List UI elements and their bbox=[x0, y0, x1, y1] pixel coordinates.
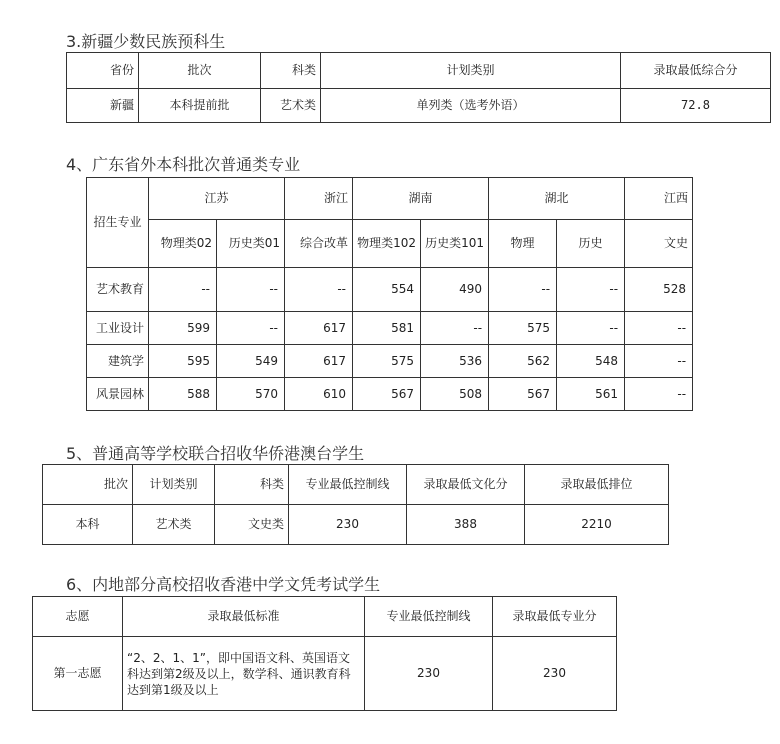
section6-title: 6、内地部分高校招收香港中学文凭考试学生 bbox=[66, 575, 381, 594]
score-cell: 528 bbox=[625, 268, 693, 312]
score-cell: -- bbox=[625, 312, 693, 345]
score-cell: -- bbox=[557, 312, 625, 345]
table-cell: 艺术类 bbox=[133, 505, 215, 545]
table-cell: 单列类（选考外语） bbox=[321, 89, 621, 123]
score-cell: 508 bbox=[421, 378, 489, 411]
section5-title: 5、普通高等学校联合招收华侨港澳台学生 bbox=[66, 444, 365, 463]
section3-table bbox=[66, 52, 771, 123]
table-cell: 本科 bbox=[43, 505, 133, 545]
section6-table bbox=[32, 596, 617, 711]
section4-title: 4、广东省外本科批次普通类专业 bbox=[66, 155, 301, 174]
score-cell: 610 bbox=[285, 378, 353, 411]
criteria-cell: “2、2、1、1”，即中国语文科、英国语文科达到第2级及以上，数学科、通识教育科达到第1级及以上 bbox=[123, 637, 365, 711]
score-cell: 570 bbox=[217, 378, 285, 411]
table-cell: 本科提前批 bbox=[139, 89, 261, 123]
subject-header: 物理 bbox=[489, 220, 557, 268]
table-cell: 文史类 bbox=[215, 505, 289, 545]
score-cell: -- bbox=[285, 268, 353, 312]
score-cell: 554 bbox=[353, 268, 421, 312]
header-cell: 录取最低文化分 bbox=[407, 465, 525, 505]
section4-table bbox=[86, 177, 693, 411]
header-cell: 计划类别 bbox=[321, 53, 621, 89]
score-cell: -- bbox=[625, 378, 693, 411]
score-cell: 581 bbox=[353, 312, 421, 345]
score-cell: 617 bbox=[285, 345, 353, 378]
subject-header: 物理类102 bbox=[353, 220, 421, 268]
score-cell: -- bbox=[625, 345, 693, 378]
subject-header: 文史 bbox=[625, 220, 693, 268]
score-cell: -- bbox=[217, 312, 285, 345]
major-name: 建筑学 bbox=[87, 345, 149, 378]
table-cell: 第一志愿 bbox=[33, 637, 123, 711]
header-cell: 志愿 bbox=[33, 597, 123, 637]
score-cell: 562 bbox=[489, 345, 557, 378]
table-cell: 艺术类 bbox=[261, 89, 321, 123]
province-header: 湖北 bbox=[489, 178, 625, 220]
table-cell: 230 bbox=[365, 637, 493, 711]
score-cell: -- bbox=[217, 268, 285, 312]
subject-header: 历史 bbox=[557, 220, 625, 268]
table-cell: 230 bbox=[289, 505, 407, 545]
header-cell: 录取最低综合分 bbox=[621, 53, 771, 89]
table-cell: 230 bbox=[493, 637, 617, 711]
table-cell: 72.8 bbox=[621, 89, 771, 123]
score-cell: -- bbox=[489, 268, 557, 312]
province-header: 江西 bbox=[625, 178, 693, 220]
score-cell: 567 bbox=[489, 378, 557, 411]
score-cell: -- bbox=[149, 268, 217, 312]
score-cell: 561 bbox=[557, 378, 625, 411]
section3-title: 3.新疆少数民族预科生 bbox=[66, 32, 226, 51]
score-cell: 588 bbox=[149, 378, 217, 411]
table-cell: 新疆 bbox=[67, 89, 139, 123]
header-cell: 科类 bbox=[215, 465, 289, 505]
major-name: 工业设计 bbox=[87, 312, 149, 345]
section5-table bbox=[42, 464, 669, 545]
score-cell: 549 bbox=[217, 345, 285, 378]
score-cell: 575 bbox=[353, 345, 421, 378]
subject-header: 历史类101 bbox=[421, 220, 489, 268]
province-header: 湖南 bbox=[353, 178, 489, 220]
header-cell: 录取最低标准 bbox=[123, 597, 365, 637]
header-cell: 专业最低控制线 bbox=[289, 465, 407, 505]
score-cell: 548 bbox=[557, 345, 625, 378]
header-cell: 批次 bbox=[139, 53, 261, 89]
score-cell: 536 bbox=[421, 345, 489, 378]
header-cell: 录取最低排位 bbox=[525, 465, 669, 505]
header-cell: 科类 bbox=[261, 53, 321, 89]
province-header: 浙江 bbox=[285, 178, 353, 220]
score-cell: 490 bbox=[421, 268, 489, 312]
score-cell: 567 bbox=[353, 378, 421, 411]
score-cell: -- bbox=[557, 268, 625, 312]
major-name: 艺术教育 bbox=[87, 268, 149, 312]
header-cell: 批次 bbox=[43, 465, 133, 505]
score-cell: -- bbox=[421, 312, 489, 345]
subject-header: 综合改革 bbox=[285, 220, 353, 268]
score-cell: 617 bbox=[285, 312, 353, 345]
province-header: 江苏 bbox=[149, 178, 285, 220]
major-name: 风景园林 bbox=[87, 378, 149, 411]
score-cell: 575 bbox=[489, 312, 557, 345]
table-cell: 388 bbox=[407, 505, 525, 545]
header-cell: 计划类别 bbox=[133, 465, 215, 505]
score-cell: 599 bbox=[149, 312, 217, 345]
score-cell: 595 bbox=[149, 345, 217, 378]
corner-header: 招生专业 bbox=[87, 178, 149, 268]
subject-header: 历史类01 bbox=[217, 220, 285, 268]
table-cell: 2210 bbox=[525, 505, 669, 545]
subject-header: 物理类02 bbox=[149, 220, 217, 268]
header-cell: 省份 bbox=[67, 53, 139, 89]
header-cell: 专业最低控制线 bbox=[365, 597, 493, 637]
header-cell: 录取最低专业分 bbox=[493, 597, 617, 637]
